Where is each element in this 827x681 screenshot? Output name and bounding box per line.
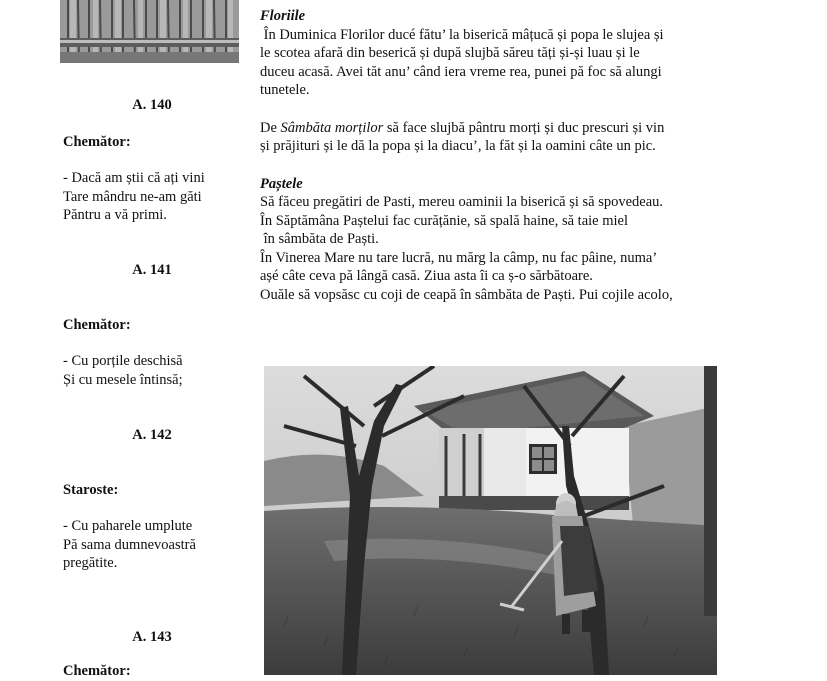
paragraph-line: În Săptămâna Paștelui fac curățănie, să spală haine, să taie miel (260, 212, 628, 229)
verse-line: Tare mândru ne-am găti (63, 188, 202, 205)
italic-term: Sâmbăta morților (280, 119, 384, 136)
verse-block (63, 169, 205, 225)
paragraph-line: În Vinerea Mare nu tare lucră, nu mărg la câmp, nu fac pâine, numa’ (260, 249, 658, 266)
village-yard-photo (264, 366, 717, 675)
verse-line: pregătite. (63, 555, 118, 571)
text-run: De (260, 119, 281, 136)
item-number-a141: A. 141 (132, 262, 172, 278)
verse-line: Pă sama dumnevoastră (63, 536, 196, 553)
item-number-a142: A. 142 (132, 427, 172, 443)
item-number-a140: A. 140 (132, 97, 172, 113)
paragraph-line: așé câte ceva pă lângă casă. Ziua asta îi ca ș-o sărbătoare. (260, 268, 593, 284)
verse-line: Păntru a vă primi. (63, 207, 167, 223)
section-title-floriile: Floriile (260, 8, 306, 24)
verse-block (63, 352, 183, 389)
verse-line: Și cu mesele întinsă; (63, 371, 183, 388)
fence-photo (60, 0, 239, 63)
paragraph-line: În Duminica Florilor ducé fătu’ la biserică mâțucă și popa le slujea și (260, 26, 664, 43)
verse-line: - Cu porțile deschisă (63, 353, 183, 369)
item-number-a143: A. 143 (132, 629, 172, 645)
role-label-staroste: Staroste: (63, 482, 119, 498)
paragraph-line: Ouăle să vopsăsc cu coji de ceapă în sâmbăta de Paști. Pui cojile acolo, (260, 286, 673, 303)
role-label-chemator: Chemător: (63, 317, 131, 333)
article-column (260, 7, 730, 304)
paragraph-line: le scotea afară din beserică și după slujbă săreu tăți și-și luau și le (260, 45, 640, 61)
verse-line: - Dacă am știi că ați vini (63, 170, 205, 186)
role-label-chemator: Chemător: (63, 663, 131, 679)
paragraph-line: și prăjituri și le dă la popa și la diacu’, la făt și la oamini câte un pic. (260, 138, 656, 154)
role-label-chemator: Chemător: (63, 134, 131, 150)
text-run: să face slujbă pântru morți și duc prescuri și vin (383, 119, 665, 136)
paragraph-line: în sâmbăta de Paști. (260, 231, 379, 247)
verse-line: - Cu paharele umplute (63, 518, 193, 534)
paragraph-line (260, 119, 730, 138)
paragraph-line: Să făceu pregătiri de Pasti, mereu oaminii la biserică și să spovedeau. (260, 194, 664, 210)
paragraph-line: tunetele. (260, 82, 310, 98)
paragraph-line: duceu acasă. Avei tăt anu’ când iera vreme rea, punei pă foc să alungi (260, 63, 662, 80)
section-title-pastele: Paștele (260, 175, 303, 192)
verse-block (63, 517, 196, 573)
